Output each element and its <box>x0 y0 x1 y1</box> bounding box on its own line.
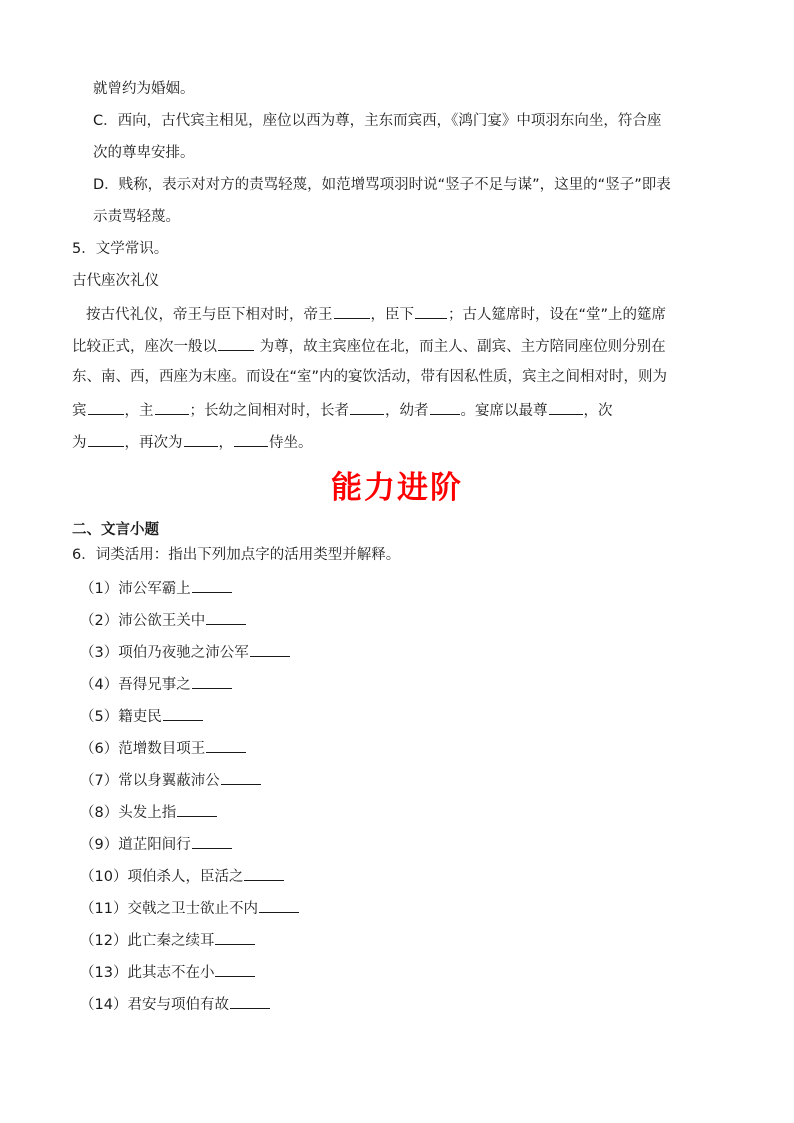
answer-blank[interactable] <box>206 737 246 753</box>
list-item: （11）交戟之卫士欲止不内 <box>80 897 300 919</box>
list-item: （2）沛公欲王关中 <box>80 609 247 631</box>
text-segment: ，主 <box>124 403 154 419</box>
text-segment: 比较正式，座次一般以 <box>72 339 217 355</box>
list-item: （12）此亡秦之续耳 <box>80 929 256 951</box>
answer-blank[interactable] <box>244 865 284 881</box>
option-c-line2: 次的尊卑安排。 <box>93 145 195 161</box>
text-segment: ，次 <box>583 403 613 419</box>
answer-blank[interactable] <box>415 303 447 319</box>
list-item: （1）沛公军霸上 <box>80 577 233 599</box>
list-item: （5）籍吏民 <box>80 705 204 727</box>
text-segment: 宾 <box>72 403 87 419</box>
answer-blank[interactable] <box>259 897 299 913</box>
text-segment: 按古代礼仪，帝王与臣下相对时，帝王 <box>86 307 333 323</box>
answer-blank[interactable] <box>549 399 583 415</box>
answer-blank[interactable] <box>177 801 217 817</box>
q6-title: 6．词类活用：指出下列加点字的活用类型并解释。 <box>72 547 401 563</box>
paragraph-line-5 <box>72 431 313 453</box>
list-item: （4）吾得兄事之 <box>80 673 233 695</box>
answer-blank[interactable] <box>250 641 290 657</box>
option-d-line1: D．贱称，表示对对方的责骂轻蔑，如范增骂项羽时说“竖子不足与谋”，这里的“竖子”即表 <box>93 177 671 193</box>
list-item: （9）道芷阳间行 <box>80 833 233 855</box>
answer-blank[interactable] <box>192 673 232 689</box>
section-heading: 能力进阶 <box>331 470 463 506</box>
text-segment: 为尊，故主宾座位在北，而主人、副宾、主方陪同座位则分别在 <box>255 339 666 355</box>
text-segment: ，再次为 <box>124 435 183 451</box>
list-item: （10）项伯杀人，臣活之 <box>80 865 285 887</box>
text-segment: ；长幼之间相对时，长者 <box>189 403 349 419</box>
paragraph-line-2 <box>72 335 666 357</box>
answer-blank[interactable] <box>230 993 270 1009</box>
text-segment: ，臣下 <box>370 307 414 323</box>
text-segment: ，幼者 <box>385 403 429 419</box>
answer-blank[interactable] <box>163 705 203 721</box>
answer-blank[interactable] <box>221 769 261 785</box>
answer-blank[interactable] <box>334 303 370 319</box>
list-item: （6）范增数目项王 <box>80 737 247 759</box>
list-item: （3）项伯乃夜驰之沛公军 <box>80 641 291 663</box>
list-item: （13）此其志不在小 <box>80 961 256 983</box>
answer-blank[interactable] <box>215 961 255 977</box>
q5-title: 5．文学常识。 <box>72 241 169 257</box>
text-segment: 侍坐。 <box>269 435 313 451</box>
paragraph-line-1 <box>86 303 666 325</box>
answer-blank[interactable] <box>218 335 254 351</box>
list-item: （14）君安与项伯有故 <box>80 993 271 1015</box>
answer-blank[interactable] <box>88 399 124 415</box>
text-segment: ， <box>218 435 233 451</box>
option-d-line2: 示责骂轻蔑。 <box>93 209 180 225</box>
paragraph-line-4 <box>72 399 613 421</box>
text-segment: ；古人筵席时，设在“堂”上的筵席 <box>448 307 667 323</box>
list-item: （8）头发上指 <box>80 801 218 823</box>
prev-continuation: 就曾约为婚姻。 <box>93 81 195 97</box>
answer-blank[interactable] <box>155 399 189 415</box>
option-c-line1: C．西向，古代宾主相见，座位以西为尊，主东而宾西，《鸿门宴》中项羽东向坐，符合座 <box>93 113 662 129</box>
list-item: （7）常以身翼蔽沛公 <box>80 769 262 791</box>
paragraph-line-3: 东、南、西，西座为末座。而设在“室”内的宴饮活动，带有因私性质，宾主之间相对时，则为 <box>72 369 668 385</box>
answer-blank[interactable] <box>184 431 218 447</box>
text-segment: 为 <box>72 435 87 451</box>
text-segment: 。宴席以最尊 <box>460 403 548 419</box>
answer-blank[interactable] <box>350 399 384 415</box>
answer-blank[interactable] <box>192 833 232 849</box>
answer-blank[interactable] <box>192 577 232 593</box>
answer-blank[interactable] <box>234 431 268 447</box>
answer-blank[interactable] <box>215 929 255 945</box>
answer-blank[interactable] <box>206 609 246 625</box>
section-title: 二、文言小题 <box>72 522 159 538</box>
q5-subtitle: 古代座次礼仪 <box>72 273 159 289</box>
answer-blank[interactable] <box>88 431 124 447</box>
answer-blank[interactable] <box>430 399 460 415</box>
